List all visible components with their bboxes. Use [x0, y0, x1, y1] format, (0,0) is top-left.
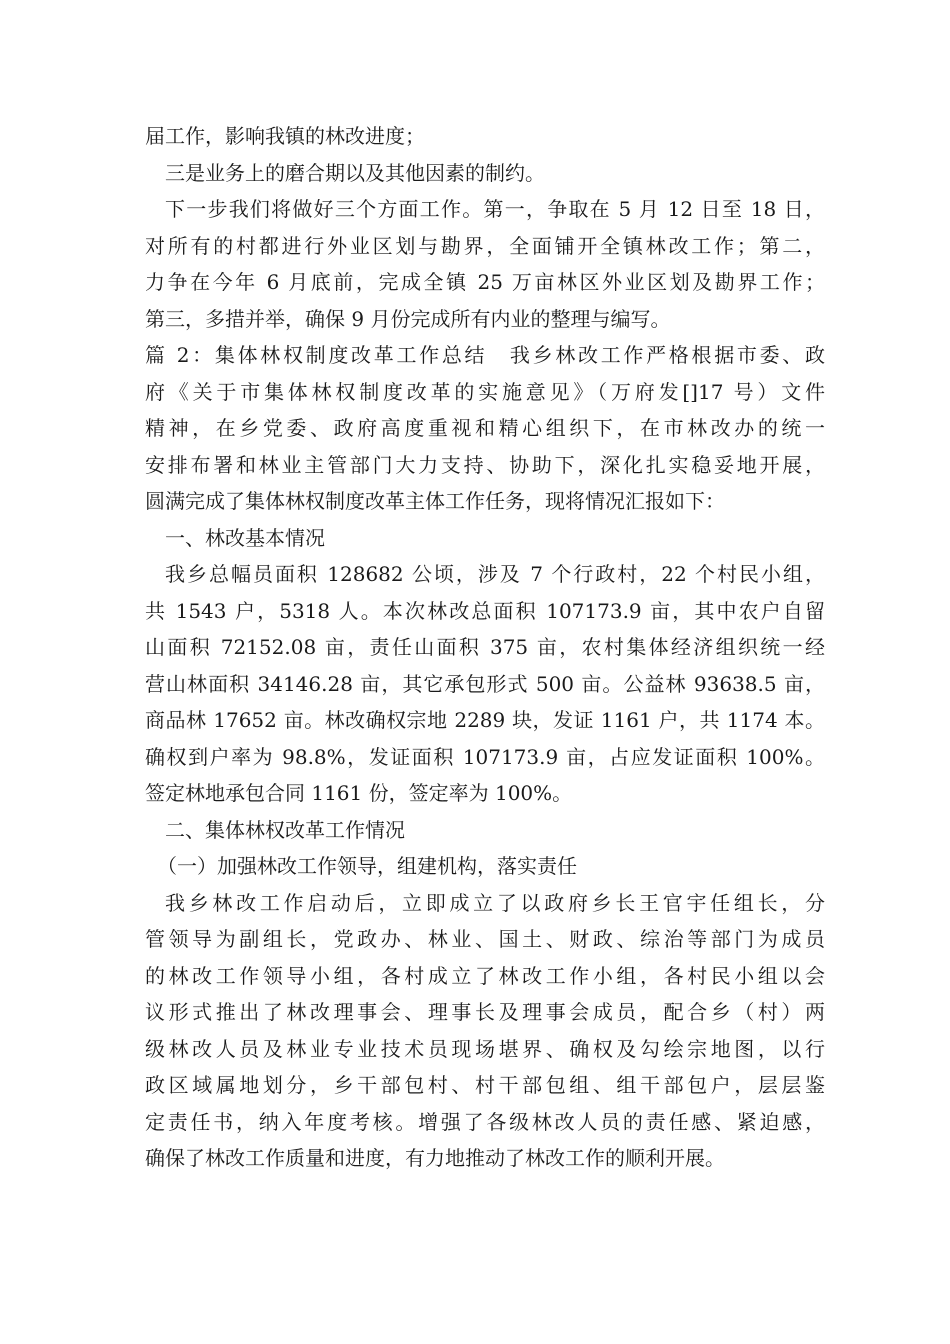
text-line: 我乡林改工作启动后，立即成立了以政府乡长王官宇任组长，分	[165, 890, 825, 915]
heading-reform-work: 二、集体林权改革工作情况	[165, 817, 405, 842]
text-line: 营山林面积 34146.28 亩，其它承包形式 500 亩。公益林 93638.5 亩，	[145, 671, 825, 696]
text-line: 商品林 17652 亩。林改确权宗地 2289 块，发证 1161 户，共 1174 本。	[145, 708, 825, 732]
section-title-line: 篇 2：集体林权制度改革工作总结 我乡林改工作严格根据市委、政	[145, 343, 825, 367]
text-line: 圆满完成了集体林权制度改革主体工作任务，现将情况汇报如下：	[145, 489, 725, 513]
text-line: 确保了林改工作质量和进度，有力地推动了林改工作的顺利开展。	[145, 1146, 725, 1170]
subheading-leadership: （一）加强林改工作领导，组建机构，落实责任	[157, 854, 577, 878]
text-line: 定责任书，纳入年度考核。增强了各级林改人员的责任感、紧迫感，	[145, 1109, 825, 1134]
text-line: 的林改工作领导小组，各村成立了林改工作小组，各村民小组以会	[145, 963, 825, 988]
text-line: 政区域属地划分，乡干部包村、村干部包组、组干部包户，层层鉴	[145, 1073, 825, 1097]
text-line: 确权到户率为 98.8%，发证面积 107173.9 亩，占应发证面积 100%。	[145, 744, 825, 769]
text-line: 下一步我们将做好三个方面工作。第一，争取在 5 月 12 日至 18 日，	[165, 197, 825, 221]
text-line: 届工作，影响我镇的林改进度；	[145, 124, 425, 148]
text-line: 第三，多措并举，确保 9 月份完成所有内业的整理与编写。	[145, 306, 671, 331]
text-line: 精神，在乡党委、政府高度重视和精心组织下，在市林改办的统一	[145, 416, 825, 440]
text-line: 共 1543 户，5318 人。本次林改总面积 107173.9 亩，其中农户自留	[145, 598, 825, 623]
text-line: 我乡总幅员面积 128682 公顷，涉及 7 个行政村，22 个村民小组，	[165, 562, 825, 586]
text-line: 管领导为副组长，党政办、林业、国土、财政、综治等部门为成员	[145, 927, 825, 951]
text-line: 府《关于市集体林权制度改革的实施意见》（万府发[]17 号）文件	[145, 379, 825, 404]
document-body	[145, 118, 825, 1177]
text-line: 级林改人员及林业专业技术员现场堪界、确权及勾绘宗地图，以行	[145, 1036, 825, 1061]
text-line: 安排布署和林业主管部门大力支持、协助下，深化扎实稳妥地开展，	[145, 452, 825, 477]
text-line: 山面积 72152.08 亩，责任山面积 375 亩，农村集体经济组织统一经	[145, 635, 825, 659]
text-line: 对所有的村都进行外业区划与勘界，全面铺开全镇林改工作；第二，	[145, 233, 825, 258]
text-line: 签定林地承包合同 1161 份，签定率为 100%。	[145, 781, 573, 805]
text-line: 力争在今年 6 月底前，完成全镇 25 万亩林区外业区划及勘界工作；	[145, 270, 825, 294]
text-line: 三是业务上的磨合期以及其他因素的制约。	[165, 160, 545, 185]
heading-basic-situation: 一、林改基本情况	[165, 525, 325, 550]
text-line: 议形式推出了林改理事会、理事长及理事会成员，配合乡（村）两	[145, 1000, 825, 1024]
